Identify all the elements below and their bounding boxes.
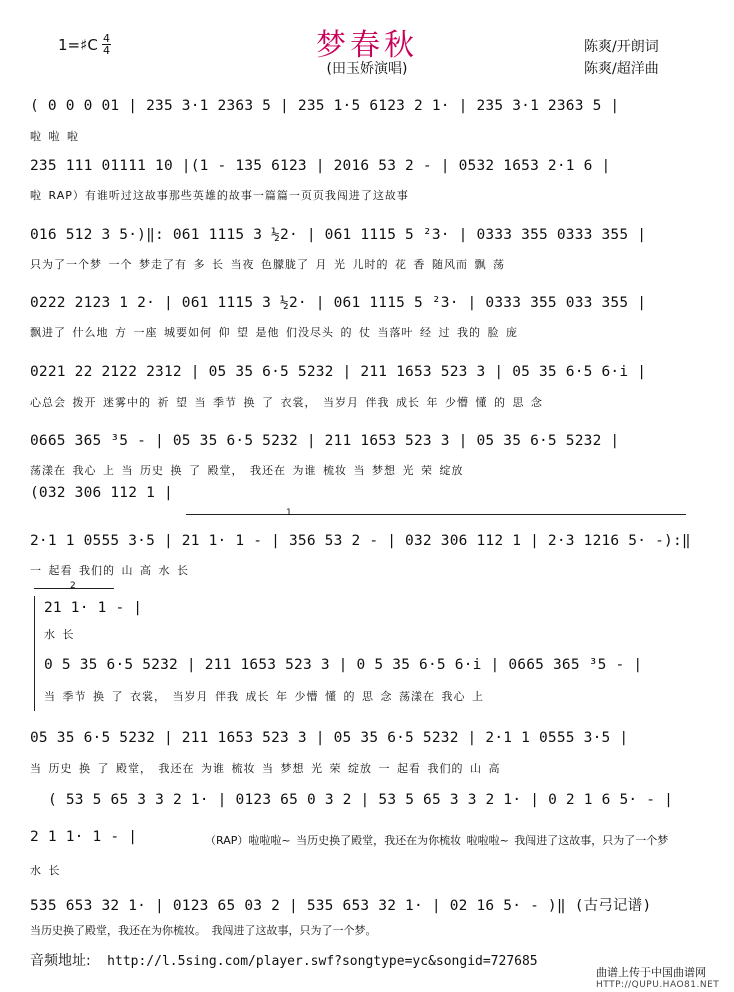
song-title: 梦春秋 [316,28,418,63]
performer-subtitle: (田玉娇演唱) [326,61,408,77]
site-watermark [596,966,719,992]
score-row-5-lyric: 心总会 拨开 迷雾中的 祈 望 当 季节 换 了 衣裳， 当岁月 伴我 成长 年 少懵 懂 的 思 念 [30,396,543,409]
score-row-10-notes: 05 35 6·5 5232 | 211 1653 523 3 | 05 35 6·5 5232 | 2·1 1 0555 3·5 | [30,730,629,746]
site-text: 曲谱上传于中国曲谱网 [596,966,706,979]
score-row-3-notes: 016 512 3 5·)‖: 061 1115 3 ½2· | 061 1115 5 ²3· | 0333 355 0333 355 | [30,227,647,243]
ending-one-intro-notes: (032 306 112 1 | [30,485,173,501]
time-signature-top: 4 [103,32,110,45]
score-row-6-notes: 0665 365 ³5 - | 05 35 6·5 5232 | 211 1653 523 3 | 05 35 6·5 5232 | [30,433,620,449]
audio-label: 音频地址: [30,953,91,969]
score-row-3-lyric: 只为了一个梦 一个 梦走了有 多 长 当夜 色朦胧了 月 光 儿时的 花 香 随风而 飘 荡 [30,258,505,271]
score-row-1-notes: ( 0 0 0 01 | 235 3·1 2363 5 | 235 1·5 6123 2 1· | 235 3·1 2363 5 | [30,98,620,114]
composer-credit: 陈爽/超洋曲 [584,61,659,77]
ending-one-volta-line [186,514,686,515]
score-row-7-notes: 2·1 1 0555 3·5 | 21 1· 1 - | 356 53 2 - | 032 306 112 1 | 2·3 1216 5· -):‖ [30,533,691,549]
score-row-4-notes: 0222 2123 1 2· | 061 1115 3 ½2· | 061 1115 5 ²3· | 0333 355 033 355 | [30,295,647,311]
score-row-9-notes: 0 5 35 6·5 5232 | 211 1653 523 3 | 0 5 35 6·5 6·i | 0665 365 ³5 - | [44,657,643,673]
score-row-4-lyric: 飘进了 什么地 方 一座 城要如何 仰 望 是他 们没尽头 的 仗 当落叶 经 过 我的 脸 庞 [30,326,518,339]
score-row-2-lyric: 啦 RAP）有谁听过这故事那些英雄的故事一篇篇一页页我闯进了这故事 [30,189,409,202]
score-row-12-lyric: 水 长 [30,864,61,877]
score-row-8-notes: 21 1· 1 - | [44,600,143,616]
score-row-10-lyric: 当 历史 换 了 殿堂， 我还在 为谁 梳妆 当 梦想 光 荣 绽放 一 起看 我们的 山 高 [30,762,501,775]
time-signature [102,33,111,56]
score-row-8-lyric: 水 长 [44,628,75,641]
lyricist-credit: 陈爽/开朗词 [584,39,659,55]
score-row-11-notes: ( 53 5 65 3 3 2 1· | 0123 65 0 3 2 | 53 5 65 3 3 2 1· | 0 2 1 6 5· - | [48,792,674,808]
ending-one-number: 1 [286,508,292,518]
audio-address [30,950,538,970]
score-row-5-notes: 0221 22 2122 2312 | 05 35 6·5 5232 | 211 1653 523 3 | 05 35 6·5 6·i | [30,364,647,380]
audio-link[interactable]: http://l.5sing.com/player.swf?songtype=yc&songid=727685 [107,954,538,969]
score-row-1-lyric: 啦 啦 啦 [30,130,79,143]
score-row-6-lyric: 荡漾在 我心 上 当 历史 换 了 殿堂， 我还在 为谁 梳妆 当 梦想 光 荣 绽放 [30,464,464,477]
score-row-13-lyric: 当历史换了殿堂，我还在为你梳妆。 我闯进了这故事，只为了一个梦。 [30,924,377,937]
score-row-7-lyric: 一 起看 我们的 山 高 水 长 [30,564,189,577]
rap-lyric: （RAP）啦啦啦~ 当历史换了殿堂，我还在为你梳妆 啦啦啦~ 我闯进了这故事，只为了一个梦 [205,834,669,847]
system-bracket [34,596,35,711]
score-row-13-notes: 535 653 32 1· | 0123 65 03 2 | 535 653 32 1· | 02 16 5· - )‖ (古弓记谱) [30,898,652,914]
score-row-12-notes: 2 1 1· 1 - | [30,829,138,845]
score-row-9-lyric: 当 季节 换 了 衣裳， 当岁月 伴我 成长 年 少懵 懂 的 思 念 荡漾在 我心 上 [44,690,484,703]
site-url[interactable]: HTTP://QUPU.HAO81.NET [596,980,720,990]
score-row-2-notes: 235 111 01111 10 |(1 - 135 6123 | 2016 53 2 - | 0532 1653 2·1 6 | [30,158,611,174]
ending-two-number: 2 [70,581,76,591]
key-signature: 1=♯C [58,36,98,54]
time-signature-bottom: 4 [103,44,110,57]
